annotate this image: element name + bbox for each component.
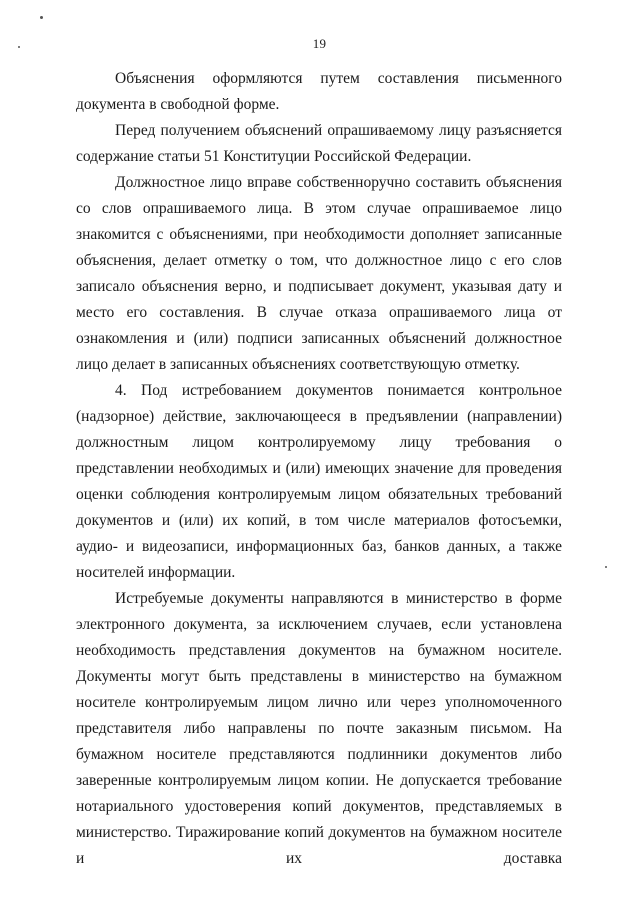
- document-body: [76, 66, 562, 872]
- paragraph-document-request-definition: 4. Под истребованием документов понимается контрольное (надзорное) действие, заключающееся в предъявлении (направлении) должностным лицом контролируемому лицу требования о представлении необходимых и (или) имеющих значение для проведения оценки соблюдения контролируемым лицом обязательных требований документов и (или) их копий, в том числе материалов фотосъемки, аудио- и видеозаписи, информационных баз, банков данных, а также носителей информации.: [76, 382, 562, 581]
- page-number: 19: [312, 36, 327, 51]
- paragraph-explanations-form: Объяснения оформляются путем составления письменного документа в свободной форме.: [76, 70, 562, 113]
- paragraph-official-writes-explanations: Должностное лицо вправе собственноручно составить объяснения со слов опрашиваемого лица. В этом случае опрашиваемое лицо знакомится с объяснениями, при необходимости дополняет записанные объяснения, делает отметку о том, что должностное лицо с его слов записало объяснения верно, и подписывает документ, указывая дату и место его составления. В случае отказа опрашиваемого лица от ознакомления и (или) подписи записанных объяснений должностное лицо делает в записанных объяснениях соответствующую отметку.: [76, 174, 562, 373]
- paragraph-requested-documents: Истребуемые документы направляются в министерство в форме электронного документа, за исключением случаев, если установлена необходимость представления документов на бумажном носителе. Документы могут быть представлены в министерство на бумажном носителе контролируемым лицом лично или через уполномоченного представителя либо направлены по почте заказным письмом. На бумажном носителе представляются подлинники документов либо заверенные контролируемым лицом копии. Не допускается требование нотариального удостоверения копий документов, представляемых в министерство. Тиражирование копий документов на бумажном носителе и их доставка: [76, 590, 562, 867]
- scan-speck: [605, 566, 607, 568]
- paragraph-constitution-article: Перед получением объяснений опрашиваемому лицу разъясняется содержание статьи 51 Конституции Российской Федерации.: [76, 122, 562, 165]
- scan-speck: [40, 16, 43, 19]
